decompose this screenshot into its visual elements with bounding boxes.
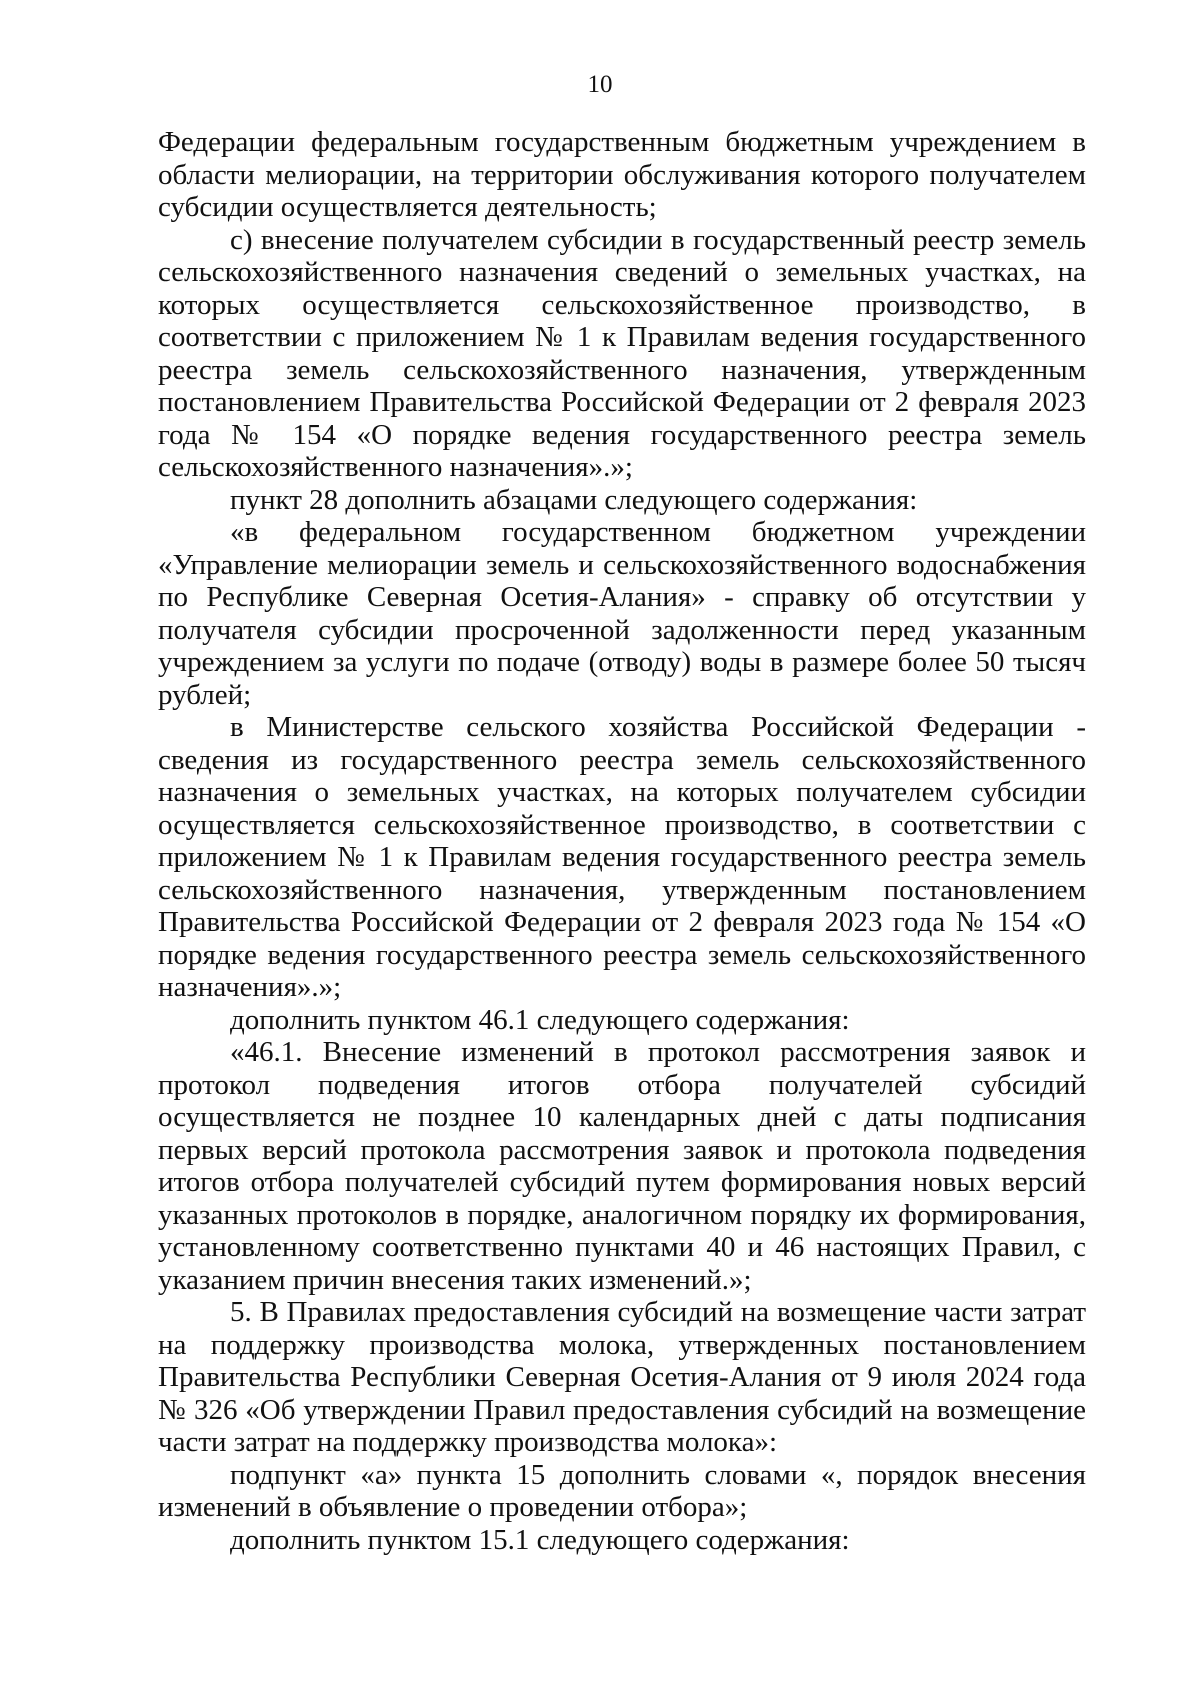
document-body [158,126,1086,1556]
paragraph-point-46-1: «46.1. Внесение изменений в протокол рассмотрения заявок и протокол подведения итогов отбора получателей субсидий осуществляется не позднее 10 календарных дней с даты подписания первых версий протокола рассмотрения заявок и протокола подведения итогов отбора получателей субсидий путем формирования новых версий указанных протоколов в порядке, аналогичном порядку их формирования, установленному соответственно пунктами 40 и 46 настоящих Правил, с указанием причин внесения таких изменений.»; [158,1036,1086,1296]
page-number: 10 [587,71,613,98]
paragraph-amend-point-28: пункт 28 дополнить абзацами следующего содержания: [230,483,918,516]
paragraph-federal-institution: «в федеральном государственном бюджетном учреждении «Управление мелиорации земель и сельскохозяйственного водоснабжения по Республике Северная Осетия-Алания» - справку об отсутствии у получателя субсидии просроченной задолженности перед указанным учреждением за услуги по подаче (отводу) воды в размере более 50 тысяч рублей; [158,516,1086,711]
paragraph-continuation: Федерации федеральным государственным бюджетным учреждением в области мелиорации, на территории обслуживания которого получателем субсидии осуществляется деятельность; [158,126,1086,223]
paragraph-ministry: в Министерстве сельского хозяйства Российской Федерации - сведения из государственного реестра земель сельскохозяйственного назначения о земельных участках, на которых получателем субсидии осуществляется сельскохозяйственное производство, в соответствии с приложением № 1 к Правилам ведения государственного реестра земель сельскохозяйственного назначения, утвержденным постановлением Правительства Российской Федерации от 2 февраля 2023 года № 154 «О порядке ведения государственного реестра земель сельскохозяйственного назначения».»; [158,711,1086,1003]
paragraph-item-c: с) внесение получателем субсидии в государственный реестр земель сельскохозяйственного назначения сведений о земельных участках, на которых осуществляется сельскохозяйственное производство, в соответствии с приложением № 1 к Правилам ведения государственного реестра земель сельскохозяйственного назначения, утвержденным постановлением Правительства Российской Федерации от 2 февраля 2023 года № 154 «О порядке ведения государственного реестра земель сельскохозяйственного назначения».»; [158,223,1086,483]
paragraph-amend-point-15-1: дополнить пунктом 15.1 следующего содержания: [230,1523,850,1556]
paragraph-subpoint-a: подпункт «а» пункта 15 дополнить словами «, порядок внесения изменений в объявление о проведении отбора»; [158,1458,1086,1523]
paragraph-amend-point-46-1: дополнить пунктом 46.1 следующего содержания: [230,1003,850,1036]
paragraph-item-5: 5. В Правилах предоставления субсидий на возмещение части затрат на поддержку производства молока, утвержденных постановлением Правительства Республики Северная Осетия-Алания от 9 июля 2024 года № 326 «Об утверждении Правил предоставления субсидий на возмещение части затрат на поддержку производства молока»: [158,1296,1086,1458]
